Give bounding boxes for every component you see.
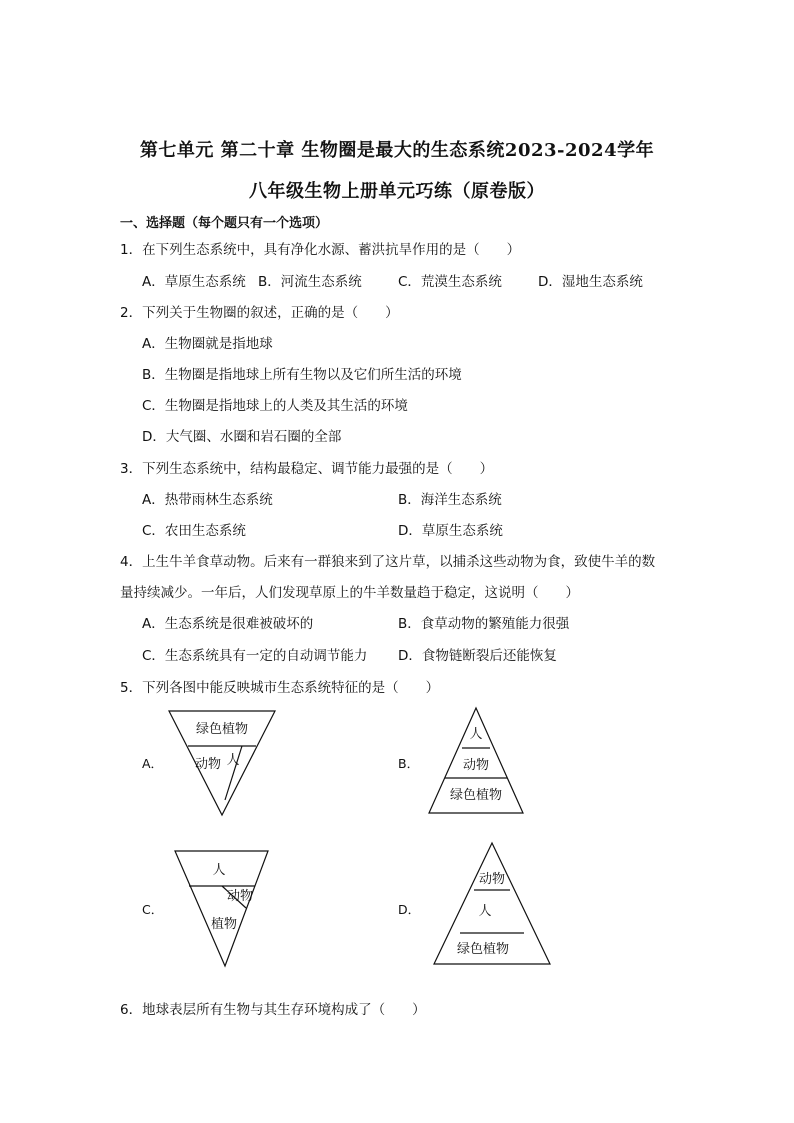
- diagram-b-middle-label: 动物: [462, 758, 490, 773]
- section-heading: 一、选择题（每个题只有一个选项）: [120, 216, 329, 231]
- diagram-c-top-label: 人: [212, 863, 226, 878]
- question-1-stem: 1．在下列生态系统中，具有净化水源、蓄洪抗旱作用的是（ ）: [120, 242, 521, 258]
- diagram-d-bottom-label: 绿色植物: [456, 942, 510, 957]
- q1-option-a: A．草原生态系统: [142, 274, 246, 290]
- q4-option-b: B．食草动物的繁殖能力很强: [398, 616, 570, 632]
- q3-option-b: B．海洋生态系统: [398, 492, 502, 508]
- q5-option-b: B．: [398, 756, 420, 771]
- question-6-stem: 6．地球表层所有生物与其生存环境构成了（ ）: [120, 1002, 426, 1018]
- q1-option-d: D．湿地生态系统: [538, 274, 643, 290]
- q4-option-c: C．生态系统具有一定的自动调节能力: [142, 648, 368, 664]
- question-3-stem: 3．下列生态系统中，结构最稳定、调节能力最强的是（ ）: [120, 461, 494, 477]
- q2-option-b: B．生物圈是指地球上所有生物以及它们所生活的环境: [142, 367, 462, 383]
- diagram-c-inverted-pyramid: [172, 848, 272, 970]
- q1-option-c: C．荒漠生态系统: [398, 274, 502, 290]
- diagram-a-right-label: 人: [226, 753, 240, 768]
- question-4-stem-line2: 量持续减少。一年后，人们发现草原上的牛羊数量趋于稳定，这说明（ ）: [120, 585, 579, 601]
- q2-option-c: C．生物圈是指地球上的人类及其生活的环境: [142, 398, 408, 414]
- q1-option-b: B．河流生态系统: [258, 274, 362, 290]
- q4-option-d: D．食物链断裂后还能恢复: [398, 648, 557, 664]
- diagram-c-right-label: 动物: [226, 889, 254, 904]
- diagram-b-pyramid: [425, 705, 527, 817]
- diagram-d-middle-label: 人: [478, 904, 492, 919]
- question-5-stem: 5．下列各图中能反映城市生态系统特征的是（ ）: [120, 680, 440, 696]
- diagram-b-top-label: 人: [469, 727, 483, 742]
- diagram-b-bottom-label: 绿色植物: [449, 788, 503, 803]
- q5-option-c: C．: [142, 902, 164, 917]
- q3-option-a: A．热带雨林生态系统: [142, 492, 273, 508]
- diagram-d-pyramid: [430, 840, 554, 968]
- q4-option-a: A．生态系统是很难被破坏的: [142, 616, 314, 632]
- diagram-a-inverted-pyramid: [165, 708, 280, 818]
- q3-option-d: D．草原生态系统: [398, 523, 503, 539]
- q3-option-c: C．农田生态系统: [142, 523, 246, 539]
- diagram-c-left-label: 植物: [210, 917, 238, 932]
- q5-option-a: A．: [142, 756, 164, 771]
- diagram-a-left-label: 动物: [194, 757, 222, 772]
- q5-option-d: D．: [398, 902, 421, 917]
- question-4-stem-line1: 4．上生牛羊食草动物。后来有一群狼来到了这片草，以捕杀这些动物为食，致使牛羊的数: [120, 554, 656, 570]
- doc-title-line2: 八年级生物上册单元巧练（原卷版）: [249, 181, 545, 202]
- question-2-stem: 2．下列关于生物圈的叙述，正确的是（ ）: [120, 305, 399, 321]
- q2-option-a: A．生物圈就是指地球: [142, 336, 273, 352]
- diagram-d-top-label: 动物: [478, 872, 506, 887]
- q2-option-d: D．大气圈、水圈和岩石圈的全部: [142, 429, 342, 445]
- diagram-a-top-label: 绿色植物: [195, 722, 249, 737]
- doc-title-line1: 第七单元 第二十章 生物圈是最大的生态系统2023-2024学年: [139, 140, 655, 161]
